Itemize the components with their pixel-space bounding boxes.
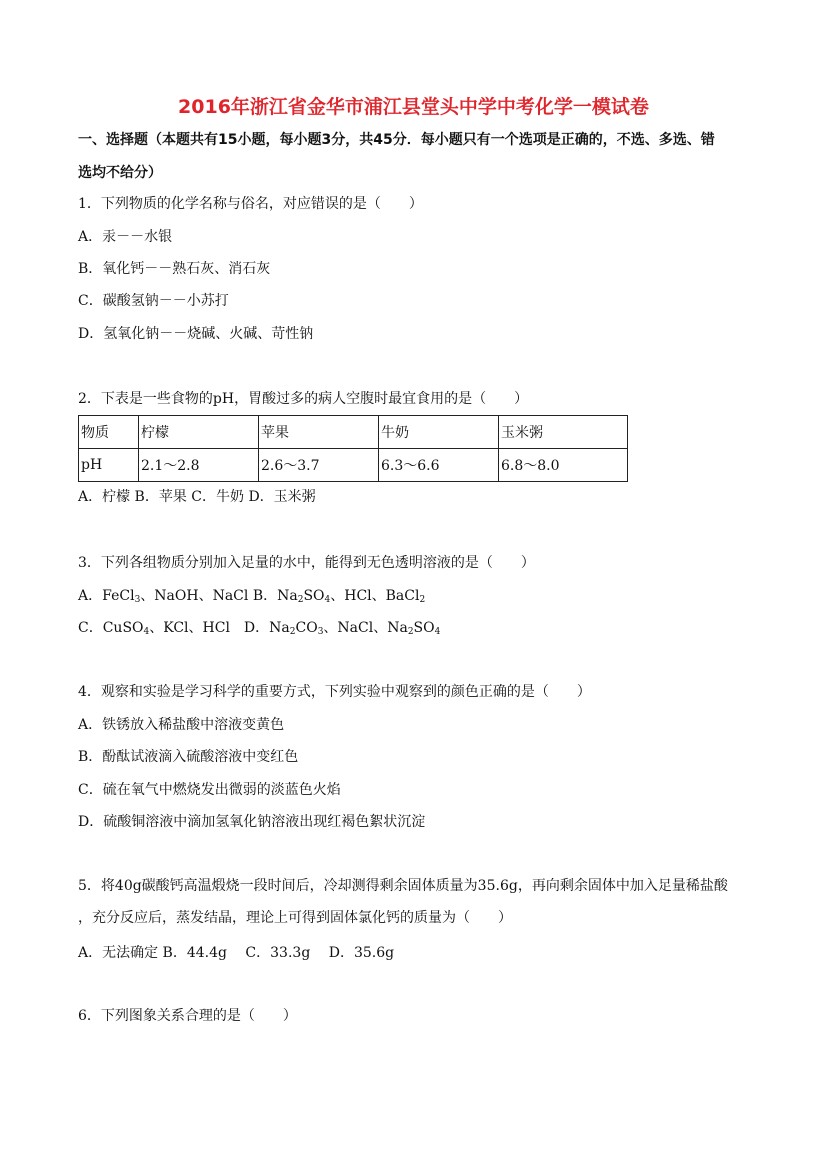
subscript: 4 <box>324 595 331 605</box>
table-cell: 物质 <box>79 416 139 449</box>
option-text: C．CuSO <box>78 620 144 636</box>
q3-stem: 3．下列各组物质分别加入足量的水中，能得到无色透明溶液的是（ ） <box>78 555 535 571</box>
exam-title: 2016年浙江省金华市浦江县堂头中学中考化学一模试卷 <box>178 96 649 118</box>
q1-option-a: A．汞－－水银 <box>78 229 173 245</box>
table-cell: 苹果 <box>259 416 379 449</box>
subscript: 3 <box>317 627 324 637</box>
table-cell: 2.6～3.7 <box>259 449 379 482</box>
subscript: 2 <box>419 595 426 605</box>
q4-stem: 4．观察和实验是学习科学的重要方式，下列实验中观察到的颜色正确的是（ ） <box>78 684 591 700</box>
table-cell: pH <box>79 449 139 482</box>
option-text: 、NaOH、NaCl B．Na <box>140 588 298 604</box>
q2-stem: 2．下表是一些食物的pH，胃酸过多的病人空腹时最宜食用的是（ ） <box>78 391 529 407</box>
subscript: 4 <box>143 627 150 637</box>
table-cell: 2.1～2.8 <box>139 449 259 482</box>
option-text: 、KCl、HCl D．Na <box>149 620 290 636</box>
section-heading-line2: 选均不给分） <box>78 165 162 181</box>
ph-table <box>78 415 628 482</box>
q3-options-ab <box>78 587 425 605</box>
formula-text: FeCl <box>102 588 135 604</box>
q4-option-d: D．硫酸铜溶液中滴加氢氧化钠溶液出现红褐色絮状沉淀 <box>78 814 426 830</box>
table-cell: 6.3～6.6 <box>379 449 499 482</box>
q6-stem: 6．下列图象关系合理的是（ ） <box>78 1008 297 1024</box>
option-text: A． <box>78 588 103 604</box>
q1-option-c: C．碳酸氢钠－－小苏打 <box>78 293 229 309</box>
subscript: 2 <box>297 595 304 605</box>
q5-options: A．无法确定 B．44.4g C．33.3g D．35.6g <box>78 945 395 961</box>
formula-text: SO <box>413 620 435 636</box>
subscript: 2 <box>407 627 414 637</box>
formula-text: CO <box>295 620 318 636</box>
subscript: 3 <box>134 595 141 605</box>
option-text: 、HCl、BaCl <box>330 588 420 604</box>
q1-option-b: B．氧化钙－－熟石灰、消石灰 <box>78 261 271 277</box>
q4-option-b: B．酚酞试液滴入硫酸溶液中变红色 <box>78 749 299 765</box>
q5-stem-line1: 5．将40g碳酸钙高温煅烧一段时间后，冷却测得剩余固体质量为35.6g，再向剩余固体中加入足量稀盐酸 <box>78 878 728 894</box>
section-heading-line1: 一、选择题（本题共有15小题，每小题3分，共45分．每小题只有一个选项是正确的，不选、多选、错 <box>78 132 715 148</box>
formula-text: SO <box>303 588 325 604</box>
table-cell: 牛奶 <box>379 416 499 449</box>
q4-option-a: A．铁锈放入稀盐酸中溶液变黄色 <box>78 717 285 733</box>
q4-option-c: C．硫在氧气中燃烧发出微弱的淡蓝色火焰 <box>78 782 341 798</box>
table-row <box>79 416 628 449</box>
subscript: 4 <box>434 627 441 637</box>
table-cell: 玉米粥 <box>499 416 628 449</box>
q1-stem: 1．下列物质的化学名称与俗名，对应错误的是（ ） <box>78 196 423 212</box>
table-cell: 6.8～8.0 <box>499 449 628 482</box>
table-row <box>79 449 628 482</box>
q3-options-cd <box>78 619 440 637</box>
option-text: 、NaCl、Na <box>323 620 408 636</box>
q1-option-d: D．氢氧化钠－－烧碱、火碱、苛性钠 <box>78 326 314 342</box>
table-cell: 柠檬 <box>139 416 259 449</box>
q2-options: A．柠檬 B．苹果 C．牛奶 D．玉米粥 <box>78 489 316 505</box>
subscript: 2 <box>289 627 296 637</box>
q5-stem-line2: ，充分反应后，蒸发结晶，理论上可得到固体氯化钙的质量为（ ） <box>78 910 512 926</box>
